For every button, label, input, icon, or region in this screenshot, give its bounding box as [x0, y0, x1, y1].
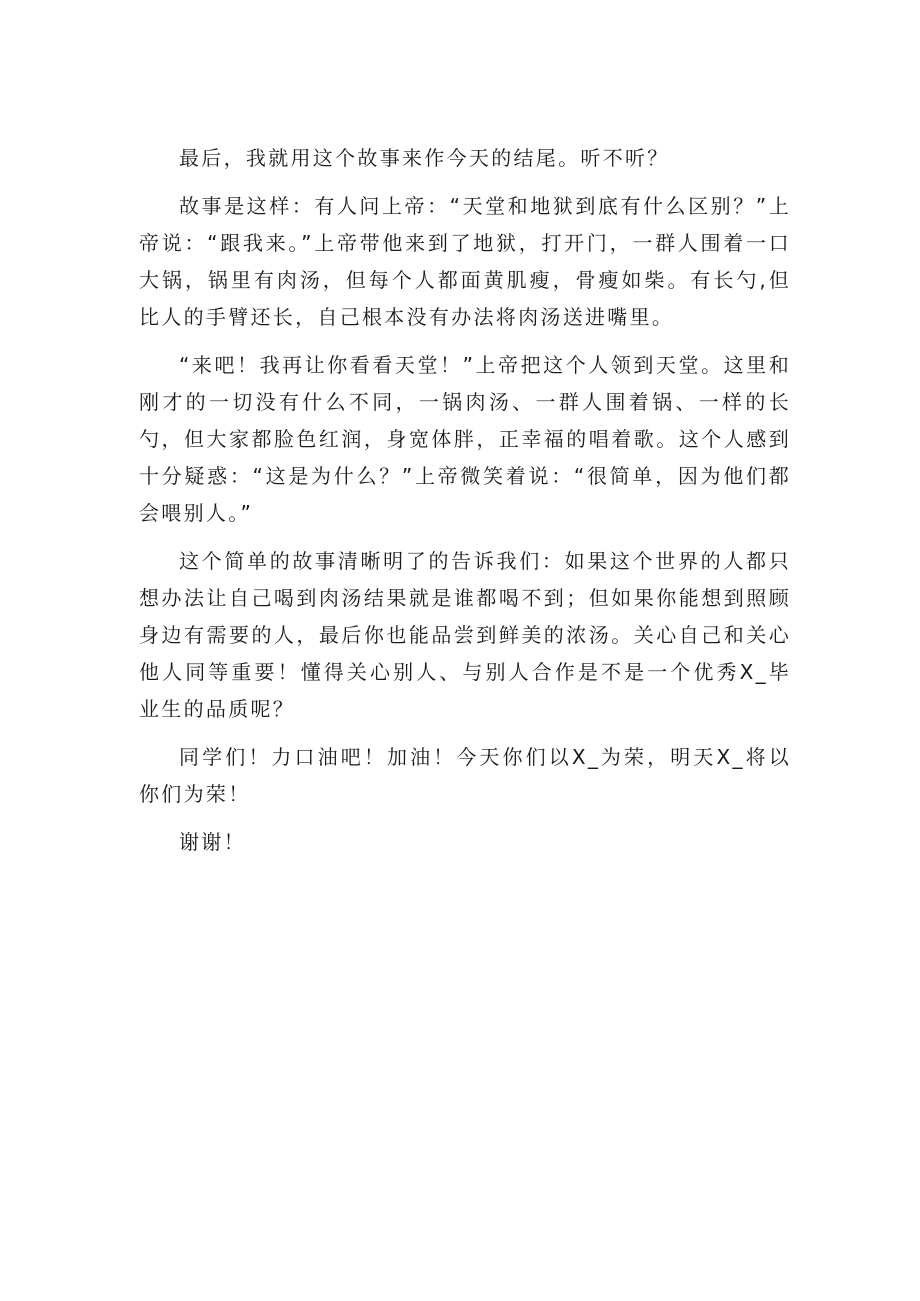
paragraph-thanks: 谢谢！: [179, 830, 246, 854]
paragraph-story-moral: 这个简单的故事清晰明了的告诉我们：如果这个世界的人都只想办法让自己喝到肉汤结果就是谁都喝不到；但如果你能想到照顾身边有需要的人，最后你也能品尝到鲜美的浓汤。关心自己和关心他人同等重要！懂得关心别人、与别人合作是不是一个优秀X_毕业生的品质呢？: [139, 549, 791, 721]
paragraph-story-heaven: “来吧！我再让你看看天堂！”上帝把这个人领到天堂。这里和刚才的一切没有什么不同，一锅肉汤、一群人围着锅、一样的长勺，但大家都脸色红润，身宽体胖，正幸福的唱着歌。这个人感到十分疑惑：“这是为什么？”上帝微笑着说：“很简单，因为他们都会喂别人。”: [139, 353, 791, 525]
paragraph-encouragement: 同学们！力口油吧！加油！今天你们以X_为荣，明天X_将以你们为荣！: [139, 745, 791, 806]
paragraph-closing-intro: 最后，我就用这个故事来作今天的结尾。听不听？: [179, 146, 670, 170]
document-body: [139, 140, 791, 872]
paragraph-story-hell: 故事是这样：有人问上帝：“天堂和地狱到底有什么区别？”上帝说：“跟我来。”上帝带他来到了地狱，打开门，一群人围着一口大锅，锅里有肉汤，但每个人都面黄肌瘦，骨瘦如柴。有长勺,但比人的手臂还长，自己根本没有办法将肉汤送进嘴里。: [139, 194, 791, 329]
